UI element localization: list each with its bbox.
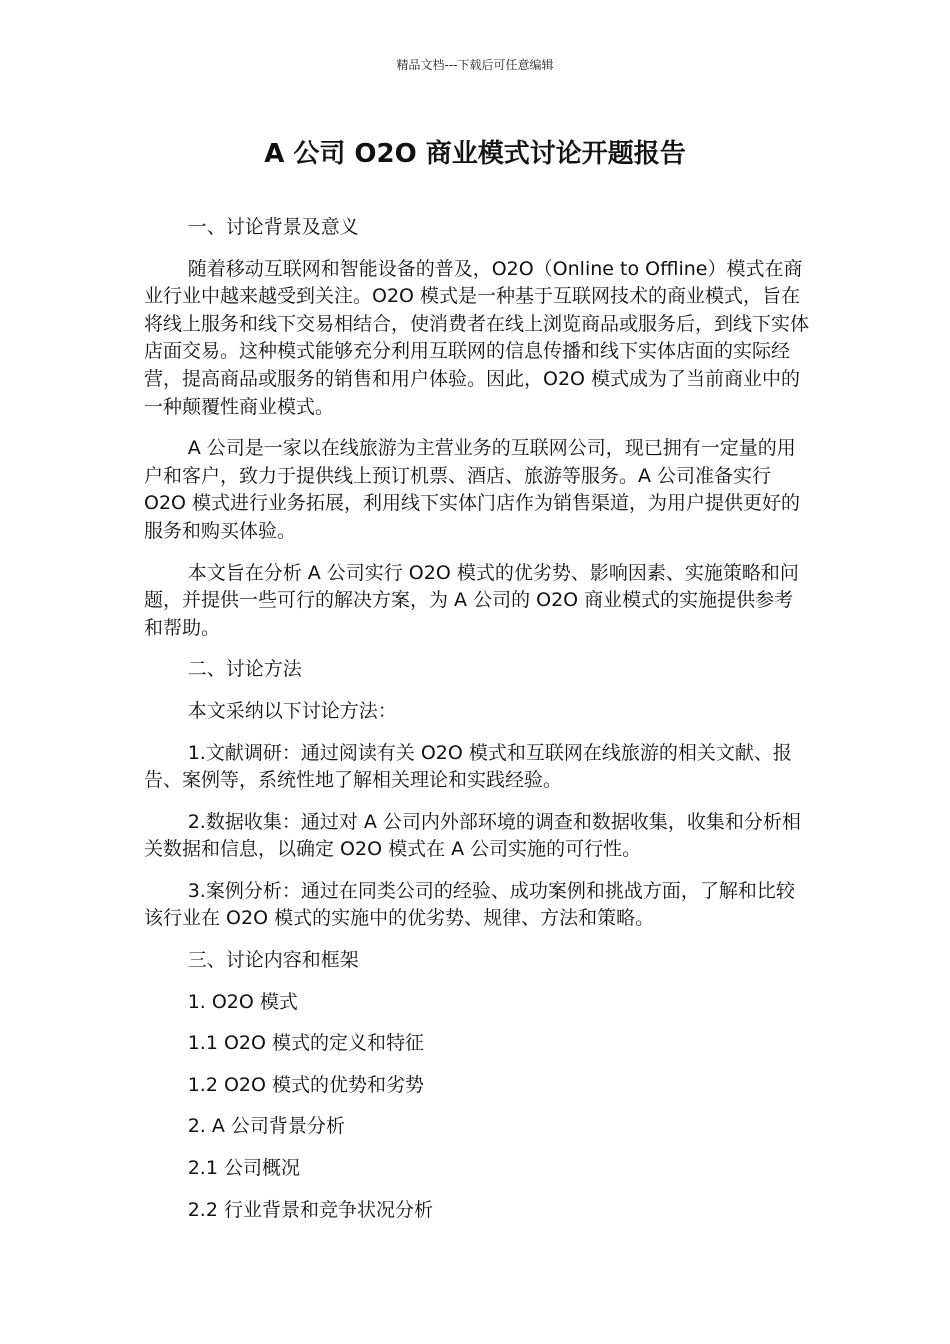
outline-item: 2. A 公司背景分析 [187,1115,345,1138]
paragraph-company-intro: A 公司是一家以在线旅游为主营业务的互联网公司，现已拥有一定量的用户和客户，致力于提供线上预订机票、酒店、旅游等服务。A 公司准备实行 O2O 模式进行业务拓展，利用线下实体门店作为销售渠道，为用户提供更好的服务和购买体验。 [144,437,801,542]
section-heading-methods: 二、讨论方法 [187,658,302,681]
outline-item: 1.1 O2O 模式的定义和特征 [187,1032,424,1055]
document-body [144,214,809,1238]
paragraph-o2o-intro: 随着移动互联网和智能设备的普及，O2O（Online to Offline）模式在商业行业中越来越受到关注。O2O 模式是一种基于互联网技术的商业模式，旨在将线上服务和线下交易相结合，使消费者在线上浏览商品或服务后，到线下实体店面交易。这种模式能够充分利用互联网的信息传播和线下实体店面的实际经营，提高商品或服务的销售和用户体验。因此，O2O 模式成为了当前商业中的一种颠覆性商业模式。 [144,257,810,418]
section-heading-background: 一、讨论背景及意义 [187,216,359,238]
paragraph-purpose: 本文旨在分析 A 公司实行 O2O 模式的优劣势、影响因素、实施策略和问题，并提供一些可行的解决方案，为 A 公司的 O2O 商业模式的实施提供参考和帮助。 [144,561,799,639]
method-case-analysis: 3.案例分析：通过在同类公司的经验、成功案例和挑战方面，了解和比较该行业在 O2O 模式的实施中的优劣势、规律、方法和策略。 [144,879,795,930]
paragraph-methods-intro: 本文采纳以下讨论方法： [187,699,397,722]
method-literature-review: 1.文献调研：通过阅读有关 O2O 模式和互联网在线旅游的相关文献、报告、案例等，系统性地了解相关理论和实践经验。 [144,741,792,792]
outline-item: 2.1 公司概况 [187,1157,300,1180]
outline-item: 1.2 O2O 模式的优势和劣势 [187,1073,424,1096]
header-note: 精品文档---下载后可任意编辑 [396,58,554,72]
document-title: A 公司 O2O 商业模式讨论开题报告 [264,139,686,169]
section-heading-content: 三、讨论内容和框架 [187,949,359,972]
method-data-collection: 2.数据收集：通过对 A 公司内外部环境的调查和数据收集，收集和分析相关数据和信息，以确定 O2O 模式在 A 公司实施的可行性。 [144,810,801,861]
outline-item: 1. O2O 模式 [187,990,298,1013]
outline-item: 2.2 行业背景和竞争状况分析 [187,1198,433,1221]
